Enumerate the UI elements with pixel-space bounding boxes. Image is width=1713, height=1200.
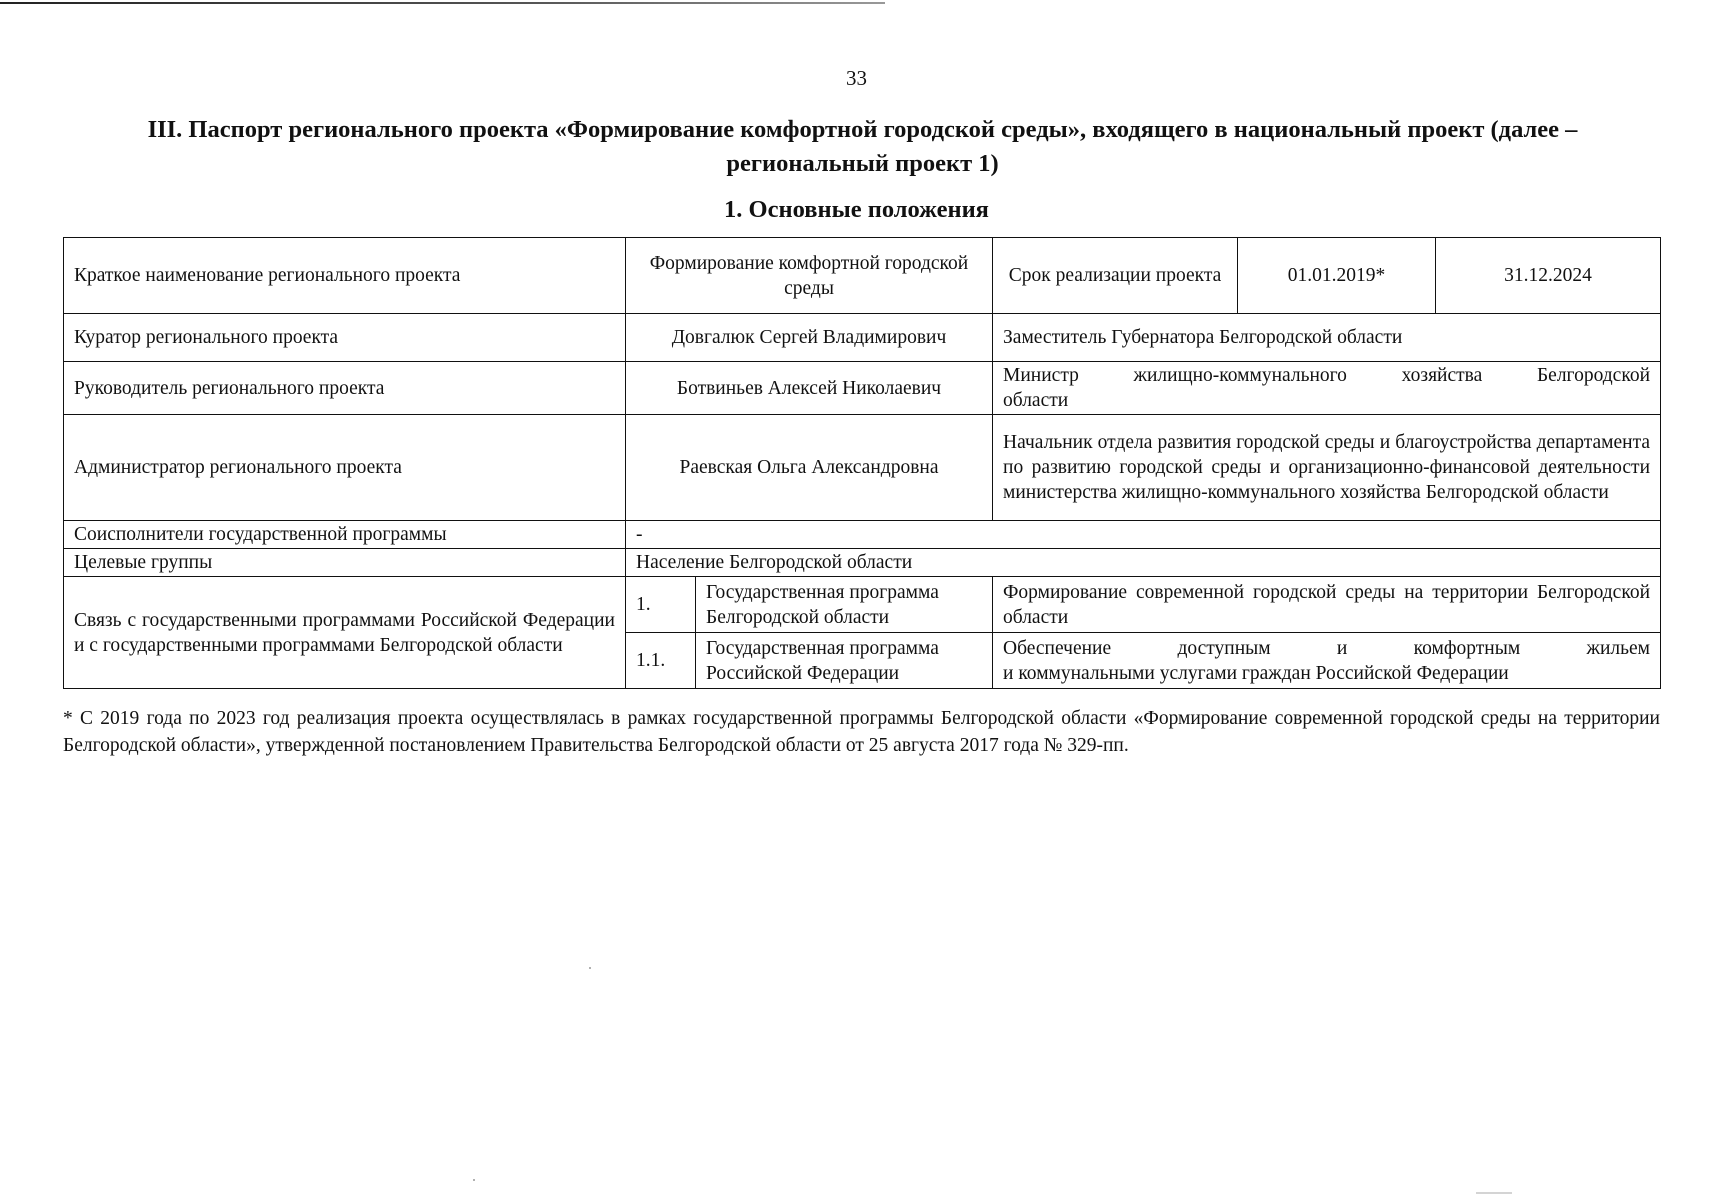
table-row <box>64 238 1661 314</box>
footnote: * С 2019 года по 2023 год реализация проекта осуществлялась в рамках государственной программы Белгородской области «Формирование современной городской среды на территории Белгородской области», утвержденной постановлением Правительства Белгородской области от 25 августа 2017 года № 329-пп. <box>63 708 1660 756</box>
target-groups-label: Целевые группы <box>64 549 626 577</box>
curator-label: Куратор регионального проекта <box>64 314 626 362</box>
coexecutors-label: Соисполнители государственной программы <box>64 521 626 549</box>
short-name-value: Формирование комфортной городской среды <box>626 238 993 314</box>
link-program-name-line2: и коммунальными услугами граждан Российской Федерации <box>1003 662 1509 684</box>
end-date: 31.12.2024 <box>1436 238 1661 314</box>
admin-label: Администратор регионального проекта <box>64 415 626 521</box>
table-row <box>64 362 1661 415</box>
coexecutors-value: - <box>626 521 1661 549</box>
link-program-name: Формирование современной городской среды на территории Белгородской области <box>993 577 1661 633</box>
head-position-line1: Министр жилищно-коммунального хозяйства Белгородской <box>1003 365 1651 386</box>
table-row <box>64 577 1661 633</box>
link-number: 1.1. <box>626 633 696 689</box>
section-heading: 1. Основные положения <box>724 196 989 223</box>
link-program-type: Государственная программа Белгородской области <box>696 577 993 633</box>
curator-position: Заместитель Губернатора Белгородской области <box>993 314 1661 362</box>
head-label: Руководитель регионального проекта <box>64 362 626 415</box>
link-program-name-line1: Обеспечение доступным и комфортным жильем <box>1003 637 1651 659</box>
table-row <box>64 521 1661 549</box>
curator-name: Довгалюк Сергей Владимирович <box>626 314 993 362</box>
link-number: 1. <box>626 577 696 633</box>
start-date: 01.01.2019* <box>1238 238 1436 314</box>
head-position-line2: области <box>1003 390 1069 411</box>
table-row <box>64 314 1661 362</box>
page-number: 33 <box>846 66 867 90</box>
admin-name: Раевская Ольга Александровна <box>626 415 993 521</box>
short-name-label: Краткое наименование регионального проекта <box>64 238 626 314</box>
target-groups-value: Население Белгородской области <box>626 549 1661 577</box>
links-label: Связь с государственными программами Российской Федерации и с государственными программами Белгородской области <box>64 577 626 689</box>
link-program-type: Государственная программа Российской Федерации <box>696 633 993 689</box>
head-name: Ботвиньев Алексей Николаевич <box>626 362 993 415</box>
project-passport-table <box>63 237 1661 689</box>
admin-position: Начальник отдела развития городской среды и благоустройства департамента по развитию городской среды и организационно-финансовой деятельности министерства жилищно-коммунального хозяйства Белгородской области <box>993 415 1661 521</box>
document-title: III. Паспорт регионального проекта «Формирование комфортной городской среды», входящего в национальный проект (далее – региональный проект 1) <box>147 116 1578 177</box>
scan-edge-line <box>0 2 885 4</box>
link-program-name <box>993 633 1661 689</box>
table-row <box>64 549 1661 577</box>
head-position <box>993 362 1661 415</box>
table-row <box>64 415 1661 521</box>
term-label: Срок реализации проекта <box>993 238 1238 314</box>
